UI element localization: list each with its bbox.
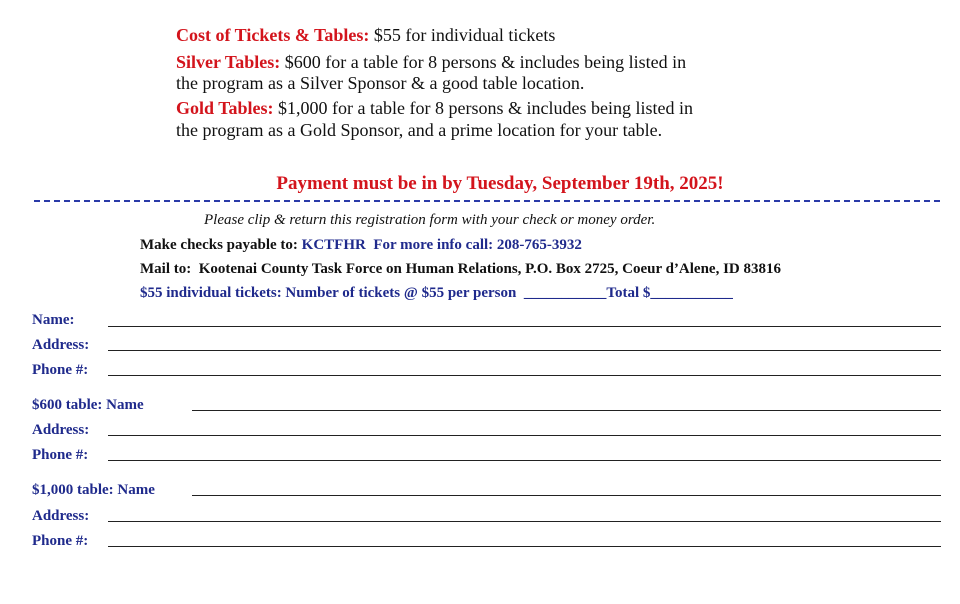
gold-label: Gold Tables: <box>176 98 274 118</box>
table1000-phone-field[interactable] <box>108 546 941 547</box>
clip-instruction: Please clip & return this registration form with your check or money order. <box>204 212 656 228</box>
gold-text: $1,000 for a table for 8 persons & includes being listed in <box>278 98 693 118</box>
gold-text-2: the program as a Gold Sponsor, and a prime location for your table. <box>176 120 663 140</box>
phone-label: Phone #: <box>32 362 89 378</box>
table600-name-label: $600 table: Name <box>32 397 144 413</box>
table600-address-label: Address: <box>32 422 90 438</box>
total-label: Total $ <box>606 285 651 301</box>
info-phone: 208-765-3932 <box>496 237 582 253</box>
table600-address-field[interactable] <box>108 435 941 436</box>
table600-name-field[interactable] <box>192 410 941 411</box>
table1000-phone-label: Phone #: <box>32 533 89 549</box>
info-label: For more info call: <box>373 237 494 253</box>
cost-label: Cost of Tickets & Tables: <box>176 25 370 45</box>
cost-text: $55 for individual tickets <box>373 25 556 45</box>
silver-text-2: the program as a Silver Sponsor & a good table location. <box>176 73 585 93</box>
table600-phone-field[interactable] <box>108 460 941 461</box>
silver-text: $600 for a table for 8 persons & includes being listed in <box>284 52 687 72</box>
table600-phone-label: Phone #: <box>32 447 89 463</box>
tickets-count-blank[interactable]: ___________ <box>523 285 607 301</box>
address-field[interactable] <box>108 350 941 351</box>
payment-deadline: Payment must be in by Tuesday, September 19th, 2025! <box>276 173 724 194</box>
mail-label: Mail to: <box>140 261 192 277</box>
silver-line <box>176 51 686 73</box>
clip-divider <box>34 200 940 202</box>
total-blank[interactable]: ___________ <box>650 285 733 301</box>
name-label: Name: <box>32 312 75 328</box>
cost-line <box>176 24 555 46</box>
table1000-address-label: Address: <box>32 508 90 524</box>
name-field[interactable] <box>108 326 941 327</box>
tickets-text: $55 individual tickets: Number of tickets @ $55 per person <box>140 285 517 301</box>
table1000-name-field[interactable] <box>192 495 941 496</box>
table1000-name-label: $1,000 table: Name <box>32 482 155 498</box>
tickets-line <box>140 285 733 302</box>
gold-line <box>176 97 693 119</box>
address-label: Address: <box>32 337 90 353</box>
checks-label: Make checks payable to: <box>140 237 298 253</box>
checks-line <box>140 237 582 254</box>
table1000-address-field[interactable] <box>108 521 941 522</box>
phone-field[interactable] <box>108 375 941 376</box>
silver-label: Silver Tables: <box>176 52 281 72</box>
checks-payee: KCTFHR <box>301 237 366 253</box>
mail-address: Kootenai County Task Force on Human Relations, P.O. Box 2725, Coeur d’Alene, ID 83816 <box>198 261 782 277</box>
mail-line <box>140 261 781 278</box>
